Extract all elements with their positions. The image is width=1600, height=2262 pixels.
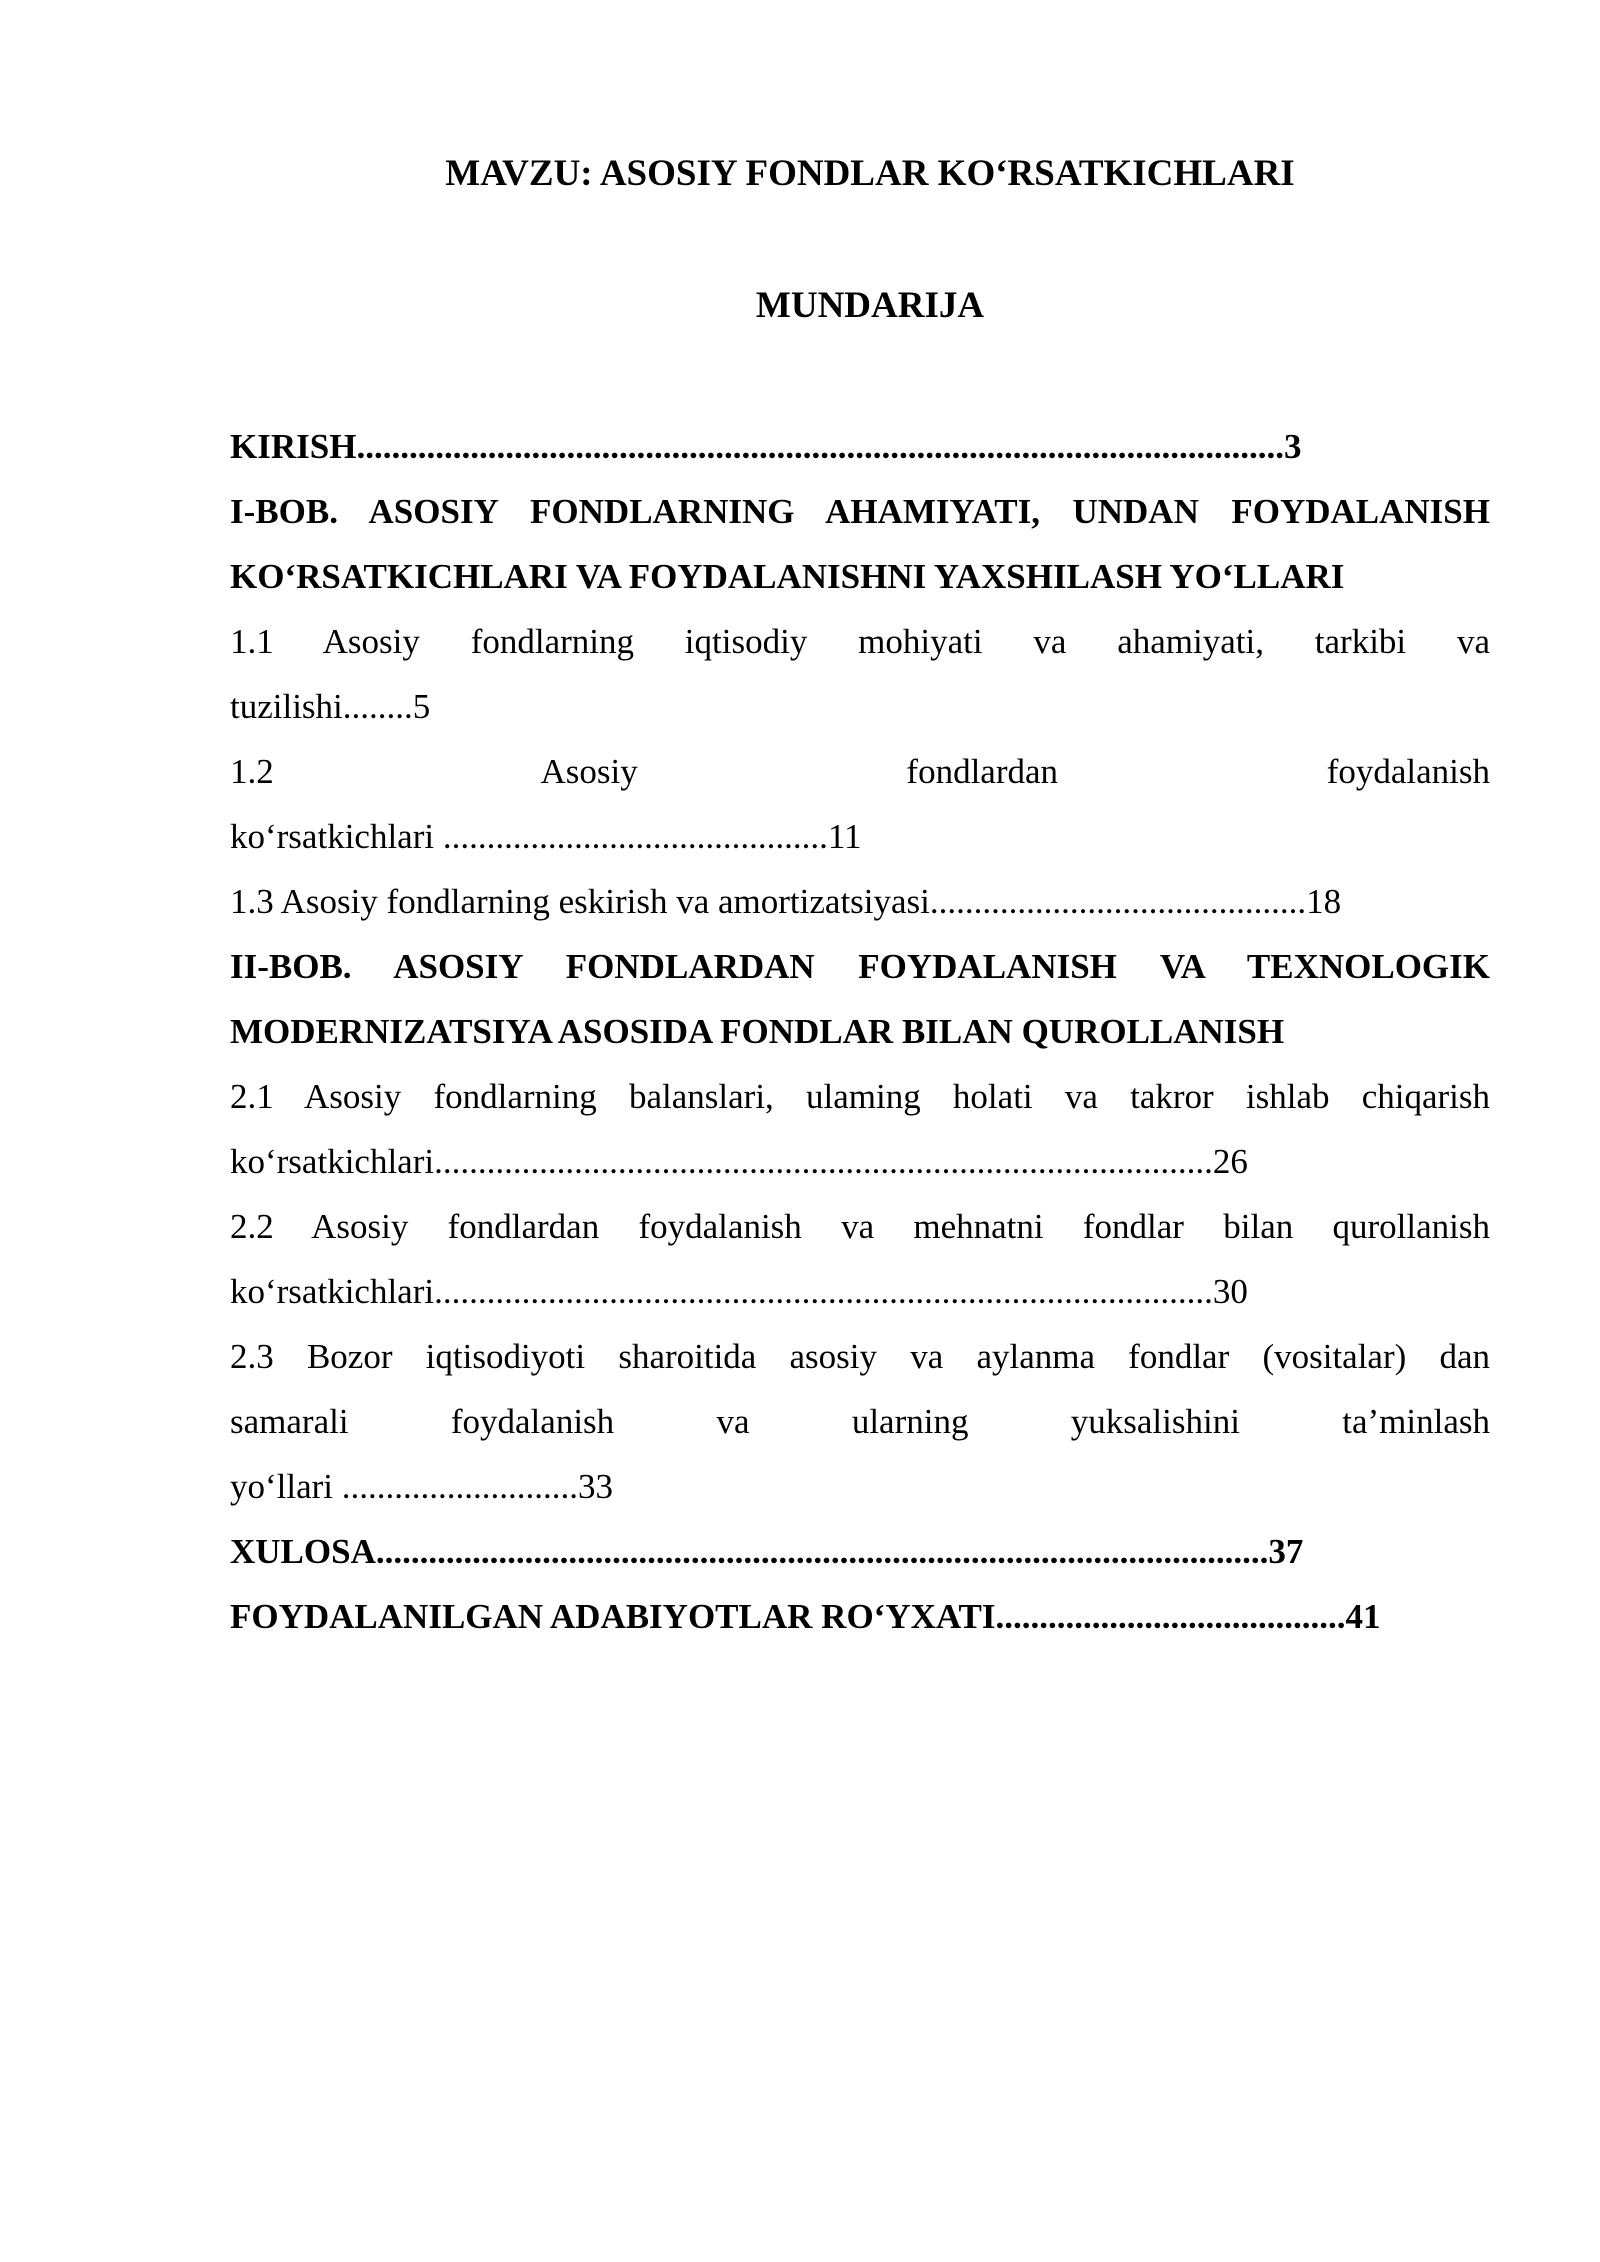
toc-chapter-1-line-2[interactable]: KO‘RSATKICHLARI VA FOYDALANISHNI YAXSHILASH YO‘LLARI bbox=[230, 557, 1345, 596]
toc-entry-text: KIRISH bbox=[230, 427, 357, 466]
toc-chapter-2-line-1[interactable]: II-BOB. ASOSIY FONDLARDAN FOYDALANISH VA TEXNOLOGIK bbox=[230, 947, 1490, 986]
toc-section-1-1-line-2[interactable]: tuzilishi........5 bbox=[230, 687, 431, 726]
toc-page-number: 41 bbox=[1345, 1597, 1381, 1636]
toc-leader-dots: ......................................................................................... bbox=[434, 1142, 1213, 1181]
toc-leader-dots: .......................................................................................................... bbox=[356, 427, 1284, 466]
toc-page-number: 3 bbox=[1283, 427, 1302, 466]
toc-section-2-1-line-1[interactable]: 2.1 Asosiy fondlarning balanslari, ulaming holati va takror ishlab chiqarish bbox=[230, 1077, 1490, 1116]
toc-entry-text: XULOSA bbox=[230, 1532, 376, 1571]
toc-leader-dots: ........................................... bbox=[929, 882, 1307, 921]
toc-entry-text: FOYDALANILGAN ADABIYOTLAR RO‘YXATI bbox=[230, 1597, 996, 1636]
table-of-contents bbox=[230, 414, 1490, 1649]
toc-entry-text: 1.3 Asosiy fondlarning eskirish va amortizatsiyasi bbox=[230, 882, 930, 921]
toc-page-number: 30 bbox=[1212, 1272, 1248, 1311]
toc-chapter-1-line-1[interactable]: I-BOB. ASOSIY FONDLARNING AHAMIYATI, UNDAN FOYDALANISH bbox=[230, 492, 1490, 531]
toc-chapter-2-line-2[interactable]: MODERNIZATSIYA ASOSIDA FONDLAR BILAN QUROLLANISH bbox=[230, 1012, 1285, 1051]
toc-leader-dots: ...................................................................................................... bbox=[375, 1532, 1269, 1571]
toc-section-1-3[interactable] bbox=[230, 869, 1490, 934]
toc-entry-references[interactable] bbox=[230, 1584, 1490, 1649]
contents-heading: MUNDARIJA bbox=[755, 285, 985, 326]
toc-entry-text: ko‘rsatkichlari bbox=[230, 1272, 435, 1311]
toc-page-number: 18 bbox=[1306, 882, 1342, 921]
toc-section-1-1-line-1[interactable]: 1.1 Asosiy fondlarning iqtisodiy mohiyati va ahamiyati, tarkibi va bbox=[230, 622, 1490, 661]
toc-section-2-3-line-1[interactable]: 2.3 Bozor iqtisodiyoti sharoitida asosiy va aylanma fondlar (vositalar) dan bbox=[230, 1337, 1490, 1376]
toc-section-2-1-line-2[interactable] bbox=[230, 1129, 1490, 1194]
toc-page-number: 26 bbox=[1212, 1142, 1248, 1181]
toc-section-1-2-line-1[interactable]: 1.2 Asosiy fondlardan foydalanish bbox=[230, 752, 1490, 791]
toc-section-1-2-line-2[interactable]: ko‘rsatkichlari ............................................11 bbox=[230, 817, 862, 856]
toc-section-2-3-line-3[interactable]: yo‘llari ...........................33 bbox=[230, 1467, 614, 1506]
toc-page-number: 37 bbox=[1268, 1532, 1304, 1571]
toc-section-2-2-line-2[interactable] bbox=[230, 1259, 1490, 1324]
toc-section-2-3-line-2[interactable]: samarali foydalanish va ularning yuksalishini ta’minlash bbox=[230, 1402, 1490, 1441]
toc-entry-conclusion[interactable] bbox=[230, 1519, 1490, 1584]
toc-section-2-2-line-1[interactable]: 2.2 Asosiy fondlardan foydalanish va mehnatni fondlar bilan qurollanish bbox=[230, 1207, 1490, 1246]
toc-leader-dots: ........................................ bbox=[995, 1597, 1346, 1636]
document-title: MAVZU: ASOSIY FONDLAR KO‘RSATKICHLARI bbox=[445, 153, 1295, 194]
toc-entry-text: ko‘rsatkichlari bbox=[230, 1142, 435, 1181]
toc-leader-dots: ......................................................................................... bbox=[434, 1272, 1213, 1311]
toc-entry-intro[interactable] bbox=[230, 414, 1490, 479]
